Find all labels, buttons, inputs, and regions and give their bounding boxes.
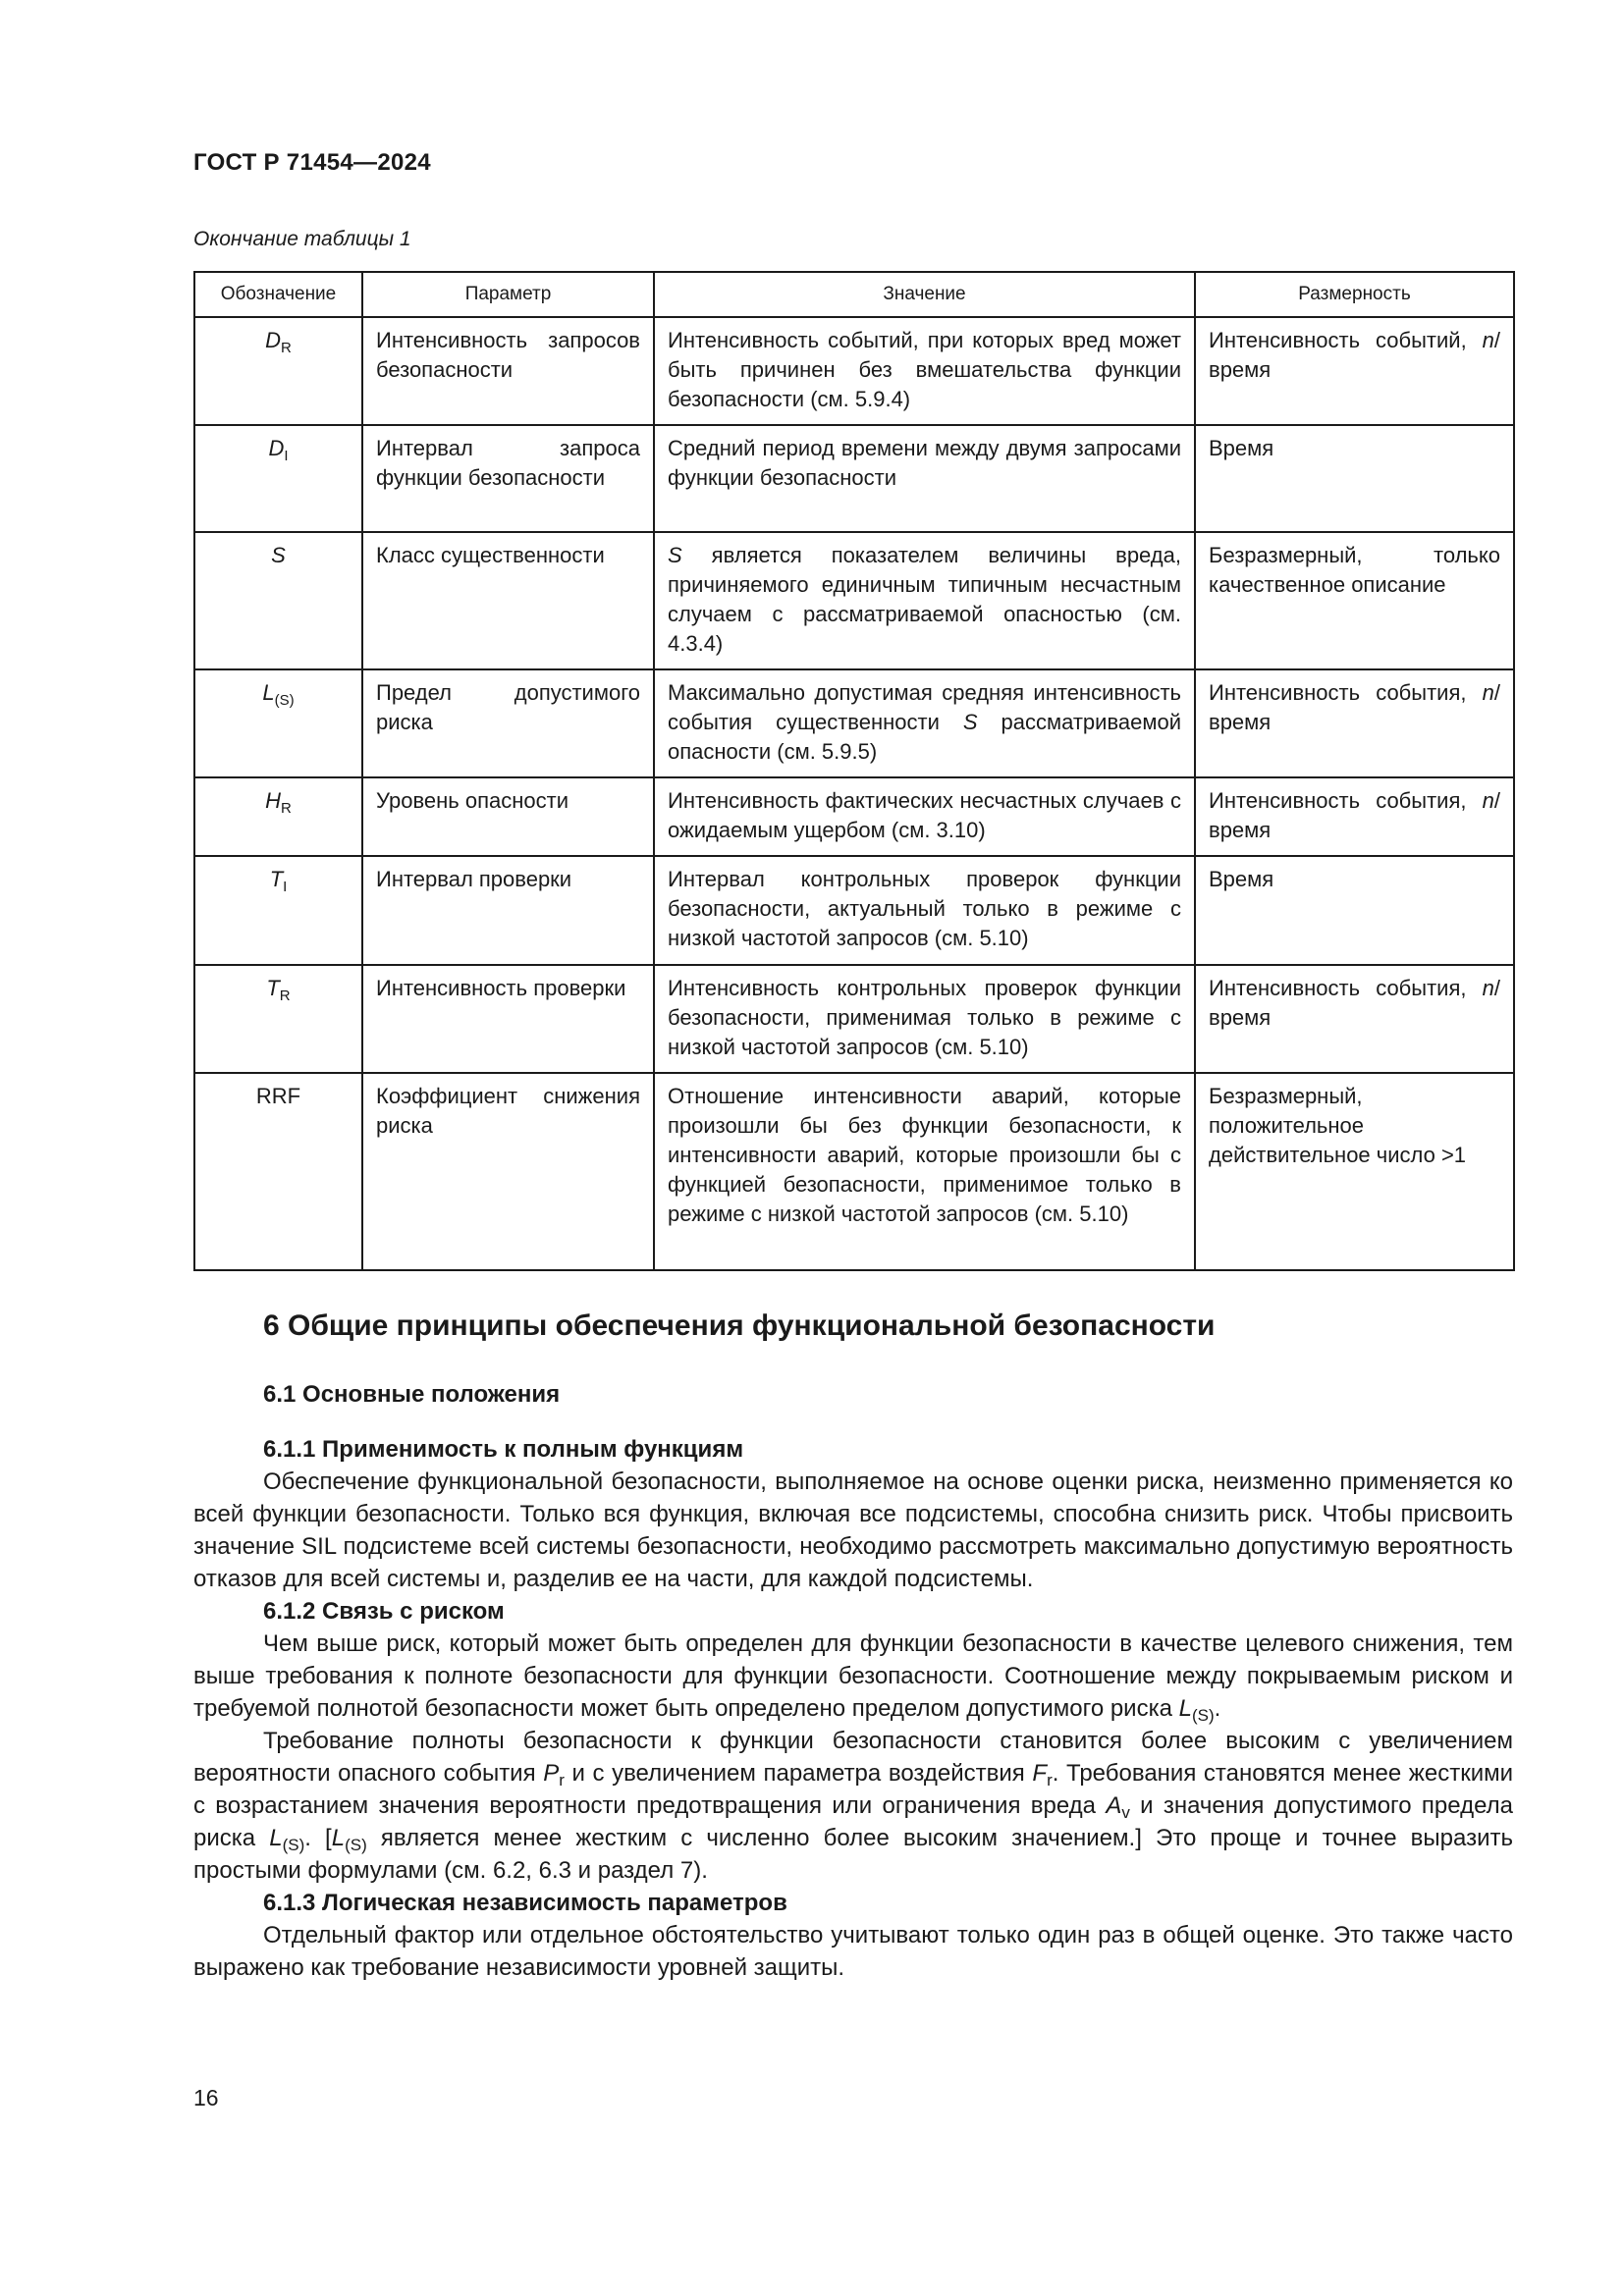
table-caption: Окончание таблицы 1	[193, 228, 411, 250]
text-run: является менее жестким с численно более высоким значением.] Это проще и точнее выразить простыми формулами (см. 6.2, 6.3 и раздел 7).	[193, 1825, 1514, 1884]
math-subscript: r	[1047, 1771, 1053, 1789]
paragraph-6-1-2-a	[193, 1628, 1513, 1725]
math-subscript: (S)	[1192, 1706, 1215, 1725]
parameter-cell: Коэффициент снижения риска	[362, 1073, 654, 1270]
section-title: 6 Общие принципы обеспечения функциональной безопасности	[263, 1309, 1216, 1342]
text-run: Требование полноты безопасности к функции безопасности становится более высоким с увеличением вероятности опасного события	[193, 1728, 1513, 1787]
value-cell: Средний период времени между двумя запросами функции безопасности	[654, 425, 1195, 532]
value-text: является показателем величины вреда, причиняемого единичным типичным несчастным случаем с рассматриваемой опасностью (см. 4.3.4)	[668, 543, 1181, 656]
dimension-italic: n	[1482, 788, 1494, 813]
value-text-end: рассматриваемой опасности (см. 5.9.5)	[668, 710, 1182, 764]
symbol-cell	[194, 856, 362, 965]
parameters-table	[193, 271, 1515, 1271]
parameter-cell: Интенсивность проверки	[362, 965, 654, 1073]
parameter-cell: Класс существенности	[362, 532, 654, 669]
symbol-letter: T	[266, 976, 280, 1000]
symbol-cell	[194, 425, 362, 532]
section-body	[193, 1433, 1513, 1984]
dimension-text: Интенсивность события,	[1209, 788, 1483, 813]
math-subscript: v	[1121, 1803, 1130, 1822]
parameter-cell: Уровень опасности	[362, 777, 654, 856]
column-header-parameter: Параметр	[362, 272, 654, 317]
dimension-italic: n	[1482, 680, 1494, 705]
symbol-letter: D	[265, 328, 282, 352]
value-cell	[654, 532, 1195, 669]
table-row	[194, 317, 1514, 425]
symbol-subscript: R	[281, 800, 292, 817]
value-cell: Отношение интенсивности аварий, которые произошли бы без функции безопасности, к интенсивности аварий, которые произошли бы с функцией безопасности, применимое только в режиме с низкой частотой запросов (см. 5.10)	[654, 1073, 1195, 1270]
math-symbol: L	[269, 1825, 283, 1851]
dimension-text: Интенсивность событий,	[1209, 328, 1483, 352]
dimension-unit: /время	[1209, 788, 1500, 842]
table-row	[194, 425, 1514, 532]
symbol-letter: D	[268, 436, 285, 460]
symbol-letter: L	[262, 680, 275, 705]
table-header-row	[194, 272, 1514, 317]
heading-6-1-3: 6.1.3 Логическая независимость параметров	[263, 1890, 787, 1916]
page-number: 16	[193, 2085, 219, 2110]
math-symbol: P	[543, 1760, 560, 1787]
table-row	[194, 532, 1514, 669]
dimension-text: Интенсивность события,	[1209, 976, 1483, 1000]
value-cell: Интенсивность контрольных проверок функции безопасности, применимая только в режиме с низкой частотой запросов (см. 5.10)	[654, 965, 1195, 1073]
value-cell: Интервал контрольных проверок функции безопасности, актуальный только в режиме с низкой частотой запросов (см. 5.10)	[654, 856, 1195, 965]
text-run: Чем выше риск, который может быть определен для функции безопасности в качестве целевого снижения, тем выше требования к полноте безопасности для функции безопасности. Соотношение между покрываемым риском и требуемой полнотой безопасности может быть определено пределом допустимого риска	[193, 1630, 1513, 1722]
math-symbol: F	[1032, 1760, 1048, 1787]
text-run: .	[1214, 1695, 1221, 1722]
symbol-cell: RRF	[194, 1073, 362, 1270]
document-code-header: ГОСТ Р 71454—2024	[193, 149, 431, 176]
value-italic-symbol: S	[962, 710, 978, 734]
paragraph-6-1-3: Отдельный фактор или отдельное обстоятельство учитывают только один раз в общей оценке. Это также часто выражено как требование независимости уровней защиты.	[193, 1922, 1513, 1981]
heading-6-1-2: 6.1.2 Связь с риском	[263, 1598, 505, 1625]
symbol-cell	[194, 669, 362, 777]
column-header-value: Значение	[654, 272, 1195, 317]
dimension-unit: /время	[1209, 976, 1500, 1030]
subsection-title: 6.1 Основные положения	[263, 1381, 561, 1408]
value-cell: Интенсивность событий, при которых вред может быть причинен без вмешательства функции безопасности (см. 5.9.4)	[654, 317, 1195, 425]
table-row	[194, 777, 1514, 856]
table-row	[194, 965, 1514, 1073]
math-subscript: (S)	[282, 1836, 305, 1854]
dimension-cell	[1195, 777, 1514, 856]
symbol-letter: T	[269, 867, 284, 891]
table-row	[194, 856, 1514, 965]
text-run: . Требования становятся менее жесткими с возрастанием значения вероятности предотвращения или ограничения вреда	[193, 1760, 1514, 1819]
math-subscript: (S)	[345, 1836, 367, 1854]
symbol-subscript: I	[283, 879, 288, 895]
math-subscript: r	[559, 1771, 565, 1789]
dimension-cell: Время	[1195, 856, 1514, 965]
paragraph-6-1-2-b	[193, 1725, 1513, 1887]
dimension-cell: Безразмерный, только качественное описание	[1195, 532, 1514, 669]
symbol-cell: S	[194, 532, 362, 669]
symbol-subscript: (S)	[274, 692, 295, 709]
parameter-cell: Интервал запроса функции безопасности	[362, 425, 654, 532]
table-row	[194, 669, 1514, 777]
value-italic-symbol: S	[668, 543, 682, 567]
table-row	[194, 1073, 1514, 1270]
dimension-cell	[1195, 965, 1514, 1073]
dimension-cell: Безразмерный, положительное действительное число >1	[1195, 1073, 1514, 1270]
text-run: и значения допустимого предела риска	[193, 1792, 1513, 1851]
math-symbol: A	[1106, 1792, 1122, 1819]
symbol-subscript: R	[279, 988, 291, 1004]
parameter-cell: Интервал проверки	[362, 856, 654, 965]
parameter-cell: Предел допустимого риска	[362, 669, 654, 777]
dimension-cell: Время	[1195, 425, 1514, 532]
symbol-cell	[194, 317, 362, 425]
dimension-italic: n	[1482, 976, 1494, 1000]
paragraph-6-1-1: Обеспечение функциональной безопасности, выполняемое на основе оценки риска, неизменно применяется ко всей функции безопасности. Только вся функция, включая все подсистемы, способна снизить риск. Чтобы присвоить значение SIL подсистеме всей системы безопасности, необходимо рассмотреть максимально допустимую вероятность отказов для всей системы и, разделив ее на части, для каждой подсистемы.	[193, 1468, 1513, 1592]
symbol-letter: H	[265, 788, 282, 813]
heading-6-1-1: 6.1.1 Применимость к полным функциям	[263, 1436, 744, 1463]
column-header-symbol: Обозначение	[194, 272, 362, 317]
dimension-text: Интенсивность события,	[1209, 680, 1483, 705]
dimension-italic: n	[1482, 328, 1494, 352]
column-header-dimension: Размерность	[1195, 272, 1514, 317]
math-symbol: L	[1178, 1695, 1192, 1722]
dimension-cell	[1195, 669, 1514, 777]
dimension-unit: /время	[1209, 328, 1500, 382]
text-run: . [	[304, 1825, 332, 1851]
dimension-cell	[1195, 317, 1514, 425]
text-run: и с увеличением параметра воздействия	[564, 1760, 1033, 1787]
symbol-cell	[194, 965, 362, 1073]
value-cell	[654, 669, 1195, 777]
value-cell: Интенсивность фактических несчастных случаев с ожидаемым ущербом (см. 3.10)	[654, 777, 1195, 856]
dimension-unit: /время	[1209, 680, 1500, 734]
math-symbol: L	[331, 1825, 346, 1851]
symbol-subscript: R	[281, 340, 292, 356]
parameter-cell: Интенсивность запросов безопасности	[362, 317, 654, 425]
value-text: Максимально допустимая средняя интенсивность события существенности	[668, 680, 1181, 734]
symbol-cell	[194, 777, 362, 856]
symbol-subscript: I	[284, 448, 289, 464]
